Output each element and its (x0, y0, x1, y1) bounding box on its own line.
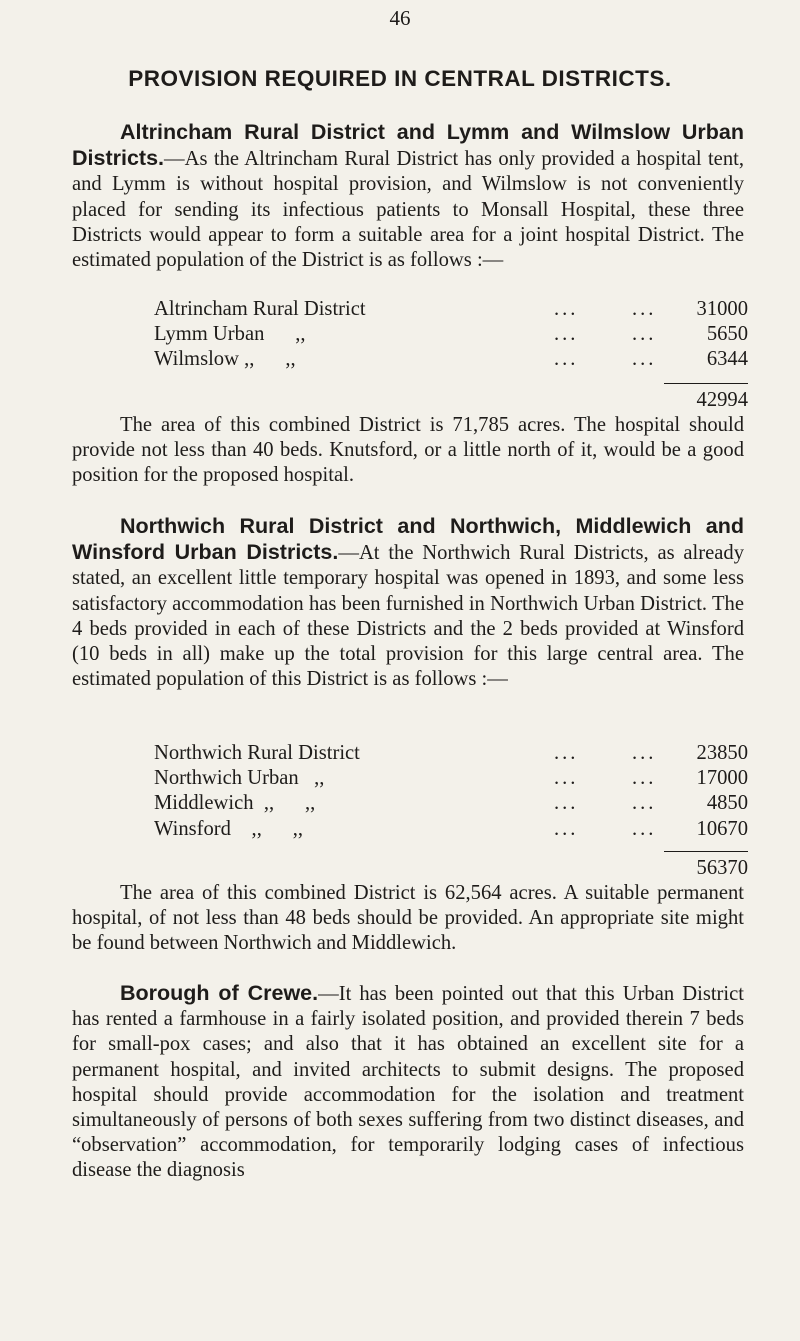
table-row (154, 766, 748, 791)
section1-after: The area of this combined District is 71,785 acres. The hospital should provide not less than 40 beds. Knutsford, or a little north of it, would be a good position for the proposed hospital. (72, 414, 744, 487)
leader-dots: ... (554, 348, 579, 371)
leader-dots: ... (554, 792, 579, 815)
leader-dots: ... (554, 817, 579, 840)
section1-population-table (154, 297, 748, 373)
leader-dots: ... (554, 298, 579, 320)
section3-lead: Borough of Crewe. (120, 981, 319, 1005)
section2-lead: Northwich Rural District and Northwich, Middlewich and Winsford Urban Districts. (72, 514, 744, 565)
population-value: 23850 (696, 742, 748, 764)
leader-dots: ... (632, 298, 657, 320)
district-name: Northwich Rural District (154, 742, 360, 764)
section1-lead: Altrincham Rural District and Lymm and Wilmslow Urban Districts. (72, 120, 744, 171)
total-rule (664, 851, 748, 852)
population-value: 10670 (696, 817, 748, 840)
district-name: Middlewich ,, ,, (154, 792, 316, 815)
leader-dots: ... (632, 348, 657, 371)
table-row (154, 297, 748, 322)
district-name: Winsford ,, ,, (154, 817, 304, 840)
population-value: 4850 (706, 792, 748, 815)
table-row (154, 347, 748, 372)
section2-text: —At the Northwich Rural Districts, as already stated, an excellent little temporary hospital was opened in 1893, and some less satisfactory accommodation has been furnished in Northwich Urban District. The 4 beds provided in each of these Districts and the 2 beds provided at Winsford (10 beds in all) make up the total provision for this large central area. The estimated population of this District is as follows :— (72, 542, 745, 691)
population-value: 5650 (706, 323, 748, 346)
leader-dots: ... (554, 323, 579, 346)
table-row (154, 322, 748, 347)
section2-paragraph (72, 514, 744, 692)
leader-dots: ... (554, 742, 579, 764)
section3-paragraph (72, 981, 744, 1184)
section2-after: The area of this combined District is 62,564 acres. A suitable permanent hospital, of not less than 48 beds should be provided. An appropriate site might be found between Northwich and Middlewich. (72, 882, 744, 955)
leader-dots: ... (632, 767, 657, 790)
total-rule (664, 383, 748, 384)
section1-paragraph (72, 120, 744, 273)
section2-population-table (154, 741, 748, 842)
leader-dots: ... (632, 742, 657, 764)
leader-dots: ... (632, 817, 657, 840)
table-row (154, 741, 748, 766)
district-name: Altrincham Rural District (154, 298, 366, 320)
leader-dots: ... (632, 323, 657, 346)
district-name: Wilmslow ,, ,, (154, 348, 296, 371)
section3-text: —It has been pointed out that this Urban District has rented a farmhouse in a fairly isolated position, and provided therein 7 beds for small-pox cases; and also that it has obtained an excellent site for a permanent hospital, and invited architects to submit designs. The proposed hospital should provide accommodation for the isolation and treatment simultaneously of persons of both sexes suffering from two distinct diseases, and “observation” accommodation, for temporarily lodging cases of infectious disease the diagnosis (72, 983, 744, 1182)
district-name: Lymm Urban ,, (154, 323, 306, 346)
page-heading: PROVISION REQUIRED IN CENTRAL DISTRICTS. (128, 66, 672, 91)
district-name: Northwich Urban ,, (154, 767, 325, 790)
table-row (154, 791, 748, 816)
section2-total: 56370 (696, 857, 748, 879)
population-value: 31000 (696, 298, 748, 320)
page-number: 46 (389, 6, 411, 30)
leader-dots: ... (554, 767, 579, 790)
section1-total: 42994 (696, 389, 748, 411)
section1-text: —As the Altrincham Rural District has only provided a hospital tent, and Lymm is without hospital provision, and Wilmslow is not conveniently placed for sending its infectious patients to Monsall Hospital, these three Districts would appear to form a suitable area for a joint hospital District. The estimated population of the District is as follows :— (72, 148, 744, 272)
leader-dots: ... (632, 792, 657, 815)
population-value: 6344 (706, 348, 748, 371)
table-row (154, 817, 748, 842)
population-value: 17000 (696, 767, 748, 790)
